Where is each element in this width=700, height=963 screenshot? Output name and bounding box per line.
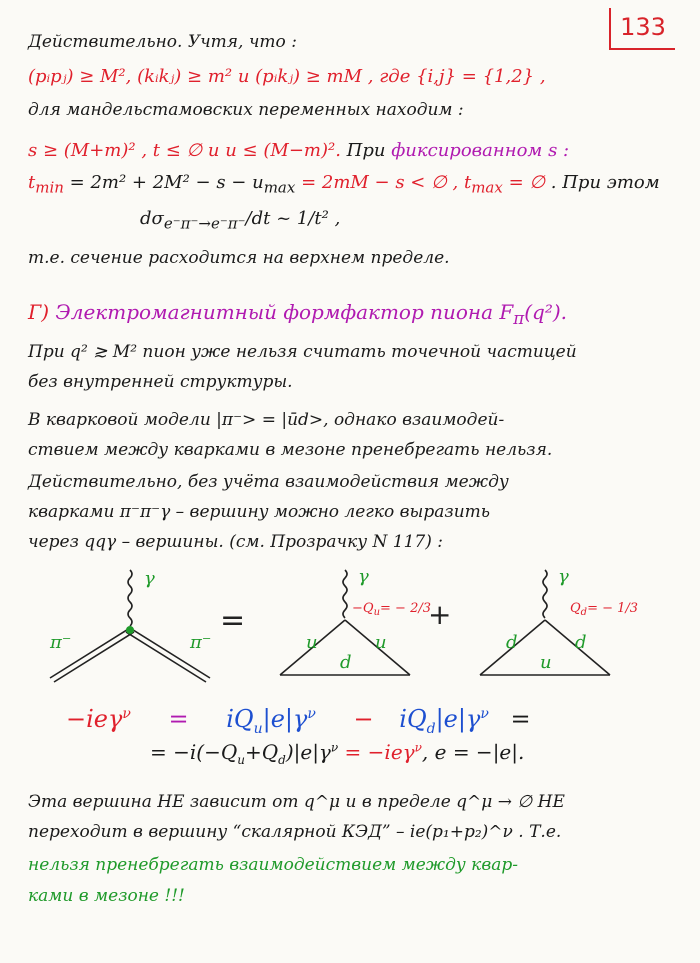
photon-line xyxy=(128,570,132,626)
u-vertex-expr xyxy=(226,705,316,737)
qd-sub: d xyxy=(580,607,588,618)
photon-line-d xyxy=(543,570,547,618)
quark-label-d-left: d xyxy=(506,632,518,653)
line-10: без внутренней структуры. xyxy=(28,372,293,392)
u-quark-diagram xyxy=(280,566,431,675)
quark-label-u-left: u xyxy=(306,632,318,653)
dsigma-process: e⁻π⁻→e⁻π⁻ xyxy=(163,214,246,233)
photon-label: γ xyxy=(144,568,155,589)
photon-label-d: γ xyxy=(558,566,569,587)
ff-arg: (q²). xyxy=(524,300,568,324)
equals-sign: = xyxy=(220,603,246,638)
line-4-text: При xyxy=(340,140,392,161)
qd-symbol: Q xyxy=(570,601,581,616)
page-number: 133 xyxy=(609,8,675,50)
photon-line-u xyxy=(343,570,347,618)
eq1e-sup: ν xyxy=(480,706,489,722)
ff-symbol: F xyxy=(499,300,514,324)
u-max-sub: max xyxy=(263,178,296,197)
qu-symbol: −Q xyxy=(352,601,374,616)
t-min-symbol: t xyxy=(28,172,36,193)
eq1e-text: iQ xyxy=(399,705,427,733)
section-letter: Г) xyxy=(28,300,50,324)
eq2b-text: +Q xyxy=(244,740,279,764)
qd-label xyxy=(570,601,638,618)
eq1c-sup: ν xyxy=(307,706,316,722)
line-21: ками в мезоне !!! xyxy=(28,886,185,906)
line-14: кварками π⁻π⁻γ – вершину можно легко выразить xyxy=(28,502,491,522)
t-min-expr xyxy=(63,172,296,197)
t-max-sub: max xyxy=(471,178,503,197)
eq1c2-text: |e|γ xyxy=(262,705,308,733)
eq2e-text: , e = −|e|. xyxy=(421,740,525,764)
quark-label-d: d xyxy=(340,652,352,673)
eq2a-text: = −i(−Q xyxy=(150,740,238,764)
eq1e-sub: d xyxy=(426,720,436,737)
dsigma-dt: /dt ~ 1/t² , xyxy=(245,208,341,229)
t-min xyxy=(28,172,64,197)
vertex-equation-1 xyxy=(66,705,531,737)
pion-vertex-expr xyxy=(66,705,131,733)
line-6-cross-section xyxy=(140,208,340,233)
t-max-symbol: t xyxy=(458,172,472,193)
line-9: При q² ≳ M² пион уже нельзя считать точечной частицей xyxy=(28,342,577,362)
eq2a-sub: u xyxy=(237,753,245,767)
pion-left-label: π⁻ xyxy=(50,632,72,653)
quark-label-d-right: d xyxy=(575,632,587,653)
dsigma: dσ xyxy=(140,208,164,229)
pion-vertex-diagram xyxy=(49,568,211,682)
line-5 xyxy=(28,172,660,197)
vertex-equation-2 xyxy=(150,740,524,767)
eq2-result xyxy=(338,740,422,764)
line-11: В кварковой модели |π⁻> = |ūd>, однако взаимодей- xyxy=(28,410,505,430)
section-formfactor xyxy=(499,300,568,328)
qu-value: = − 2/3 xyxy=(380,601,431,616)
feynman-diagrams xyxy=(40,560,680,695)
quark-label-u-right: u xyxy=(375,632,387,653)
vertex-dot xyxy=(126,626,134,634)
t-max xyxy=(458,172,546,197)
d-quark-diagram xyxy=(480,566,638,675)
eq1c-sub: u xyxy=(253,720,263,737)
eq1-equals-2: = xyxy=(510,705,531,733)
eq2c-text: )|e|γ xyxy=(285,740,331,764)
line-15: через qqγ – вершины. (см. Прозрачку N 117) : xyxy=(28,532,443,552)
line-19: переходит в вершину “скалярной КЭД” – ie(p₁+p₂)^ν . Т.е. xyxy=(28,822,562,842)
pion-right-label: π⁻ xyxy=(190,632,212,653)
eq2d-text: = −ieγ xyxy=(338,740,415,764)
line-18: Эта вершина НЕ зависит от q^μ и в пределе q^μ → ∅ НЕ xyxy=(28,792,565,812)
line-4 xyxy=(28,140,569,161)
mandelstam-bounds: s ≥ (M+m)² , t ≤ ∅ и u ≤ (M−m)². xyxy=(28,140,341,161)
line-5-tail: . При этом xyxy=(545,172,660,193)
line-2-inequalities: (pᵢpⱼ) ≥ M², (kᵢkⱼ) ≥ m² и (pᵢkⱼ) ≥ mM , где {i,j} = {1,2} , xyxy=(28,66,546,87)
eq2b-sub: d xyxy=(278,753,286,767)
section-title: Электромагнитный формфактор пиона xyxy=(55,300,494,324)
eq1a-sup: ν xyxy=(122,706,131,722)
plus-sign: + xyxy=(428,598,452,631)
line-7: т.е. сечение расходится на верхнем пределе. xyxy=(28,248,450,268)
t-min-result: = 2mM − s < ∅ , xyxy=(295,172,459,193)
t-min-expr-text: = 2m² + 2M² − s − u xyxy=(63,172,264,193)
line-3: для мандельстамовских переменных находим : xyxy=(28,100,464,120)
qu-sub: u xyxy=(373,607,381,618)
qd-value: = − 1/3 xyxy=(587,601,639,616)
photon-label-u: γ xyxy=(358,566,369,587)
line-12: ствием между кварками в мезоне пренебрегать нельзя. xyxy=(28,440,553,460)
qu-label xyxy=(352,601,431,618)
t-max-value: = ∅ xyxy=(502,172,546,193)
line-1: Действительно. Учтя, что : xyxy=(28,32,297,52)
ff-sub: π xyxy=(513,309,525,328)
eq2d-sup: ν xyxy=(414,740,422,755)
t-min-sub: min xyxy=(35,178,64,197)
eq1e2-text: |e|γ xyxy=(435,705,481,733)
eq1a-text: −ieγ xyxy=(66,705,123,733)
d-vertex-expr xyxy=(399,705,489,737)
eq1-equals: = xyxy=(168,705,189,733)
section-heading xyxy=(28,300,567,328)
eq1c-text: iQ xyxy=(226,705,254,733)
quark-label-u: u xyxy=(540,652,552,673)
line-20: нельзя пренебрегать взаимодействием между квар- xyxy=(28,855,518,875)
eq2c-sup: ν xyxy=(330,740,339,755)
fixed-s-text: фиксированном s : xyxy=(391,140,570,161)
eq1-minus: − xyxy=(353,705,374,733)
line-13: Действительно, без учёта взаимодействия между xyxy=(28,472,509,492)
